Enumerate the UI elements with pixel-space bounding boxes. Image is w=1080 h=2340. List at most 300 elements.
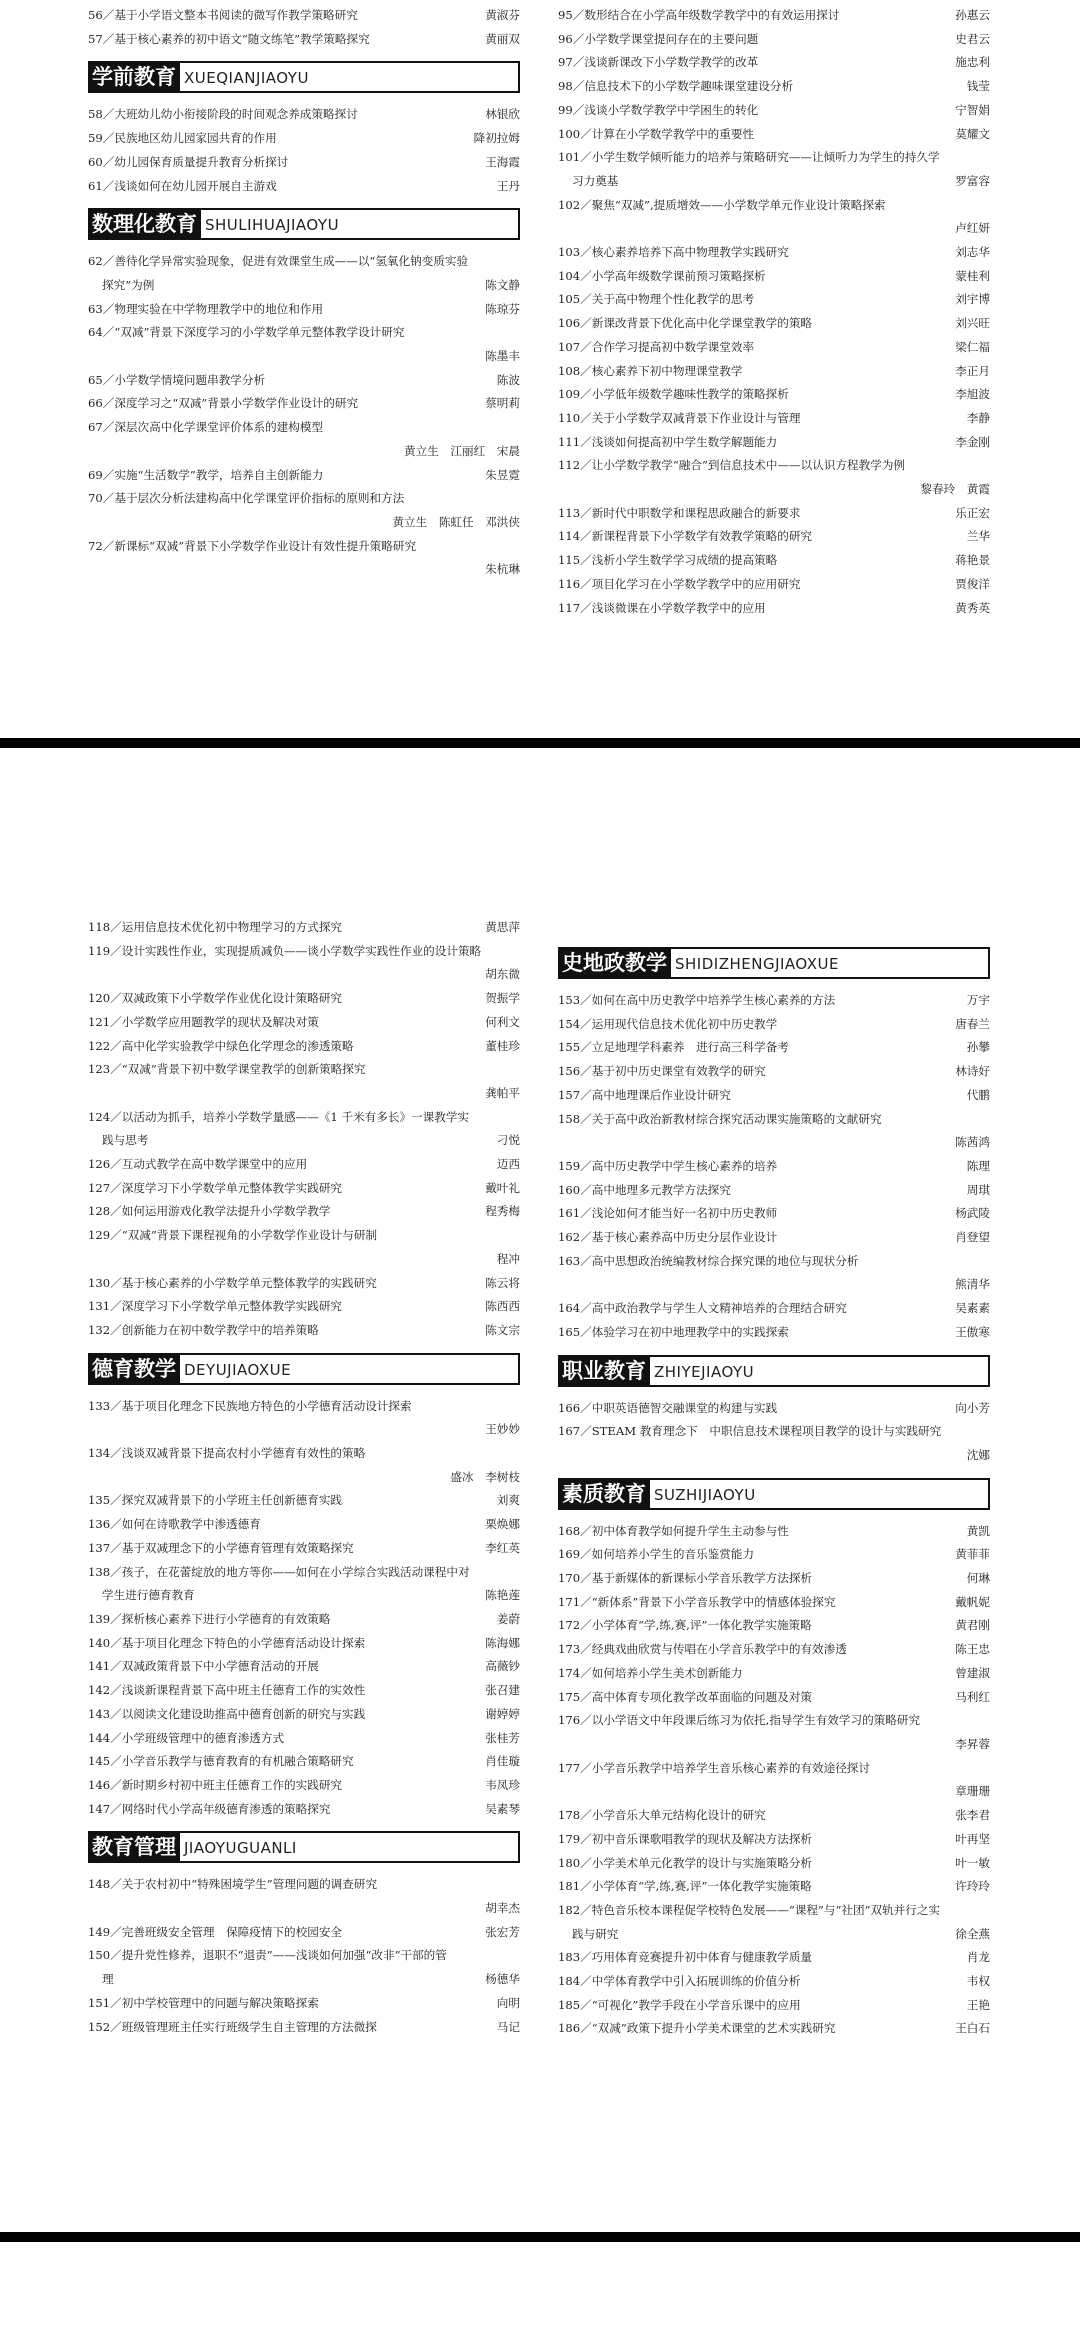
toc-entry [88,1774,520,1798]
entry-title: 128／如何运用游戏化教学法提升小学数学教学 [88,1204,331,1219]
toc-entry [88,103,520,127]
entry-author: 刘兴旺 [955,316,990,331]
entry-author: 梁仁福 [955,339,990,354]
toc-entry [558,431,990,455]
entry-author: 王白石 [955,2021,990,2036]
entry-title: 115／浅析小学生数学学习成绩的提高策略 [558,553,778,568]
entry-author: 蔡明莉 [485,396,520,411]
toc-entry [88,392,520,416]
entry-author: 胡东微 [485,967,520,982]
entry-author: 杨武陵 [955,1206,990,1221]
entry-title: 62／善待化学异常实验现象，促进有效课堂生成——以“氢氧化钠变质实验 [88,254,469,269]
entry-title: 66／深度学习之“双减”背景小学数学作业设计的研究 [88,396,359,411]
entry-author: 高薇钞 [485,1659,520,1674]
toc-entry [558,336,990,360]
toc-entry [558,1520,990,1544]
entry-title: 101／小学生数学倾听能力的培养与策略研究——让倾听力为学生的持久学 [558,150,940,165]
section-header [88,1831,520,1863]
entry-author: 陈理 [966,1158,990,1173]
toc-entry [558,1852,990,1876]
page-divider [0,738,1080,748]
toc-entry [558,265,990,289]
entry-author: 韦凤珍 [485,1777,520,1792]
section-pinyin: SUZHIJIAOYU [650,1478,990,1510]
entry-continuation [558,170,990,194]
toc-entry [88,1272,520,1296]
toc-column-left [88,916,520,2039]
toc-entry [88,940,520,964]
toc-entry [558,597,990,621]
section-pinyin: SHULIHUAJIAOYU [201,208,520,240]
toc-entry [88,1442,520,1466]
entry-title: 131／深度学习下小学数学单元整体教学实践研究 [88,1299,343,1314]
toc-entry [558,28,990,52]
section-title: 职业教育 [558,1355,650,1387]
toc-entry [558,1060,990,1084]
section-pinyin: ZHIYEJIAOYU [650,1355,990,1387]
toc-entry [558,1899,990,1923]
entry-author: 马记 [496,2019,520,2034]
entry-title: 158／关于高中政治新教材综合探究活动课实施策略的文献研究 [558,1111,882,1126]
entry-title: 155／立足地理学科素养 进行高三科学备考 [558,1040,789,1055]
entry-author: 黄君刚 [955,1618,990,1633]
entry-title: 147／网络时代小学高年级德育渗透的策略探究 [88,1801,331,1816]
entry-author: 陈波 [496,372,520,387]
toc-entry [88,1106,520,1130]
entry-title: 138／孩子，在花蕾绽放的地方等你——如何在小学综合实践活动课程中对 [88,1564,470,1579]
entry-author: 刘宇博 [955,292,990,307]
toc-entry [88,1011,520,1035]
toc-column-right [558,937,990,2041]
entry-title: 181／小学体育“学,练,赛,评”一体化教学实施策略 [558,1879,812,1894]
entry-title: 143／以阅读文化建设助推高中德育创新的研究与实践 [88,1706,366,1721]
entry-author: 陈茜鸿 [955,1135,990,1150]
entry-title: 165／体验学习在初中地理教学中的实践探索 [558,1324,789,1339]
toc-entry [88,1200,520,1224]
entry-author: 李金刚 [955,434,990,449]
toc-entry [558,1155,990,1179]
section-pinyin: DEYUJIAOXUE [180,1353,520,1385]
toc-entry [88,1224,520,1248]
toc-entry [88,1395,520,1419]
entry-title: 121／小学数学应用题教学的现状及解决对策 [88,1014,319,1029]
entry-author: 戴叶礼 [485,1180,520,1195]
entry-continuation [88,274,520,298]
toc-entry [558,1994,990,2018]
entry-title: 65／小学数学情境问题串教学分析 [88,372,266,387]
entry-author: 黄立生 江丽红 宋晨 [404,443,520,458]
entry-title: 72／新课标“双减”背景下小学数学作业设计有效性提升策略研究 [88,538,417,553]
entry-title: 150／提升党性修养，退职不“退责”——浅谈如何加强“改非”干部的管 [88,1948,447,1963]
entry-author: 史君云 [955,31,990,46]
entry-author: 李静 [966,410,990,425]
entry-author: 张召建 [485,1683,520,1698]
entry-continuation [558,1923,990,1947]
entry-title: 112／让小学数学教学“融合”到信息技术中——以认识方程教学为例 [558,458,906,473]
entry-title: 123／“双减”背景下初中数学课堂教学的创新策略探究 [88,1062,366,1077]
entry-title: 践与研究 [572,1926,619,1941]
toc-entry [558,241,990,265]
entry-author: 胡幸杰 [485,1901,520,1916]
toc-entry [88,987,520,1011]
entry-author: 龚帕平 [485,1085,520,1100]
entry-author: 代鹏 [966,1087,990,1102]
section-title: 教育管理 [88,1831,180,1863]
entry-author: 栗焕娜 [485,1517,520,1532]
toc-entry [558,1875,990,1899]
blank-area [0,2242,1080,2340]
toc-entry [88,369,520,393]
entry-author: 章珊珊 [955,1784,990,1799]
entry-title: 140／基于项目化理念下特色的小学德育活动设计探索 [88,1635,366,1650]
entry-title: 141／双减政策背景下中小学德育活动的开展 [88,1659,319,1674]
toc-page-1 [0,0,1080,738]
toc-entry [558,502,990,526]
entry-title: 151／初中学校管理中的问题与解决策略探索 [88,1995,319,2010]
entry-author: 王艳 [966,1997,990,2012]
toc-entry [88,1944,520,1968]
toc-entry [558,1036,990,1060]
entry-continuation [88,1584,520,1608]
entry-title: 102／聚焦“双减”,提质增效——小学数学单元作业设计策略探索 [558,197,886,212]
entry-title: 163／高中思想政治统编教材综合探究课的地位与现状分析 [558,1253,859,1268]
entry-title: 133／基于项目化理念下民族地方特色的小学德育活动设计探索 [88,1398,412,1413]
entry-title: 160／高中地理多元教学方法探究 [558,1182,731,1197]
entry-author: 董桂珍 [485,1038,520,1053]
entry-author: 张桂芳 [485,1730,520,1745]
toc-entry [88,1921,520,1945]
entry-title: 172／小学体育“学,练,赛,评”一体化教学实施策略 [558,1618,812,1633]
entry-author: 叶一敏 [955,1855,990,1870]
entry-author: 沈娜 [966,1447,990,1462]
toc-entry [558,2017,990,2041]
toc-entry [88,916,520,940]
entry-author: 黄思萍 [485,920,520,934]
entry-title: 134／浅谈双减背景下提高农村小学德育有效性的策略 [88,1446,366,1461]
entry-author: 迈西 [496,1157,520,1172]
entry-title: 111／浅谈如何提高初中学生数学解题能力 [558,434,778,449]
toc-entry [558,1946,990,1970]
toc-entry [88,1992,520,2016]
entry-title: 182／特色音乐校本课程促学校特色发展——“课程”与“社团”双轨并行之实 [558,1902,941,1917]
toc-entry [88,1537,520,1561]
toc-entry [558,1567,990,1591]
entry-title: 127／深度学习下小学数学单元整体教学实践研究 [88,1180,343,1195]
entry-author: 陈云将 [485,1275,520,1290]
toc-entry [558,1757,990,1781]
entry-title: 习力奠基 [572,173,619,188]
entry-author: 程冲 [496,1251,520,1266]
entry-author: 黄丽双 [485,31,520,46]
toc-entry [558,1709,990,1733]
entry-author: 谢婷婷 [485,1706,520,1721]
entry-title: 56／基于小学语文整本书阅读的微写作教学策略研究 [88,8,358,22]
toc-entry [558,312,990,336]
section-title: 德育教学 [88,1353,180,1385]
entry-title: 122／高中化学实验教学中绿色化学理念的渗透策略 [88,1038,354,1053]
entry-author: 杨德华 [485,1972,520,1987]
entry-title: 105／关于高中物理个性化教学的思考 [558,292,755,307]
entry-title: 159／高中历史教学中学生核心素养的培养 [558,1158,778,1173]
entry-title: 184／中学体育教学中引入拓展训练的价值分析 [558,1974,801,1989]
entry-title: 145／小学音乐教学与德育教育的有机融合策略研究 [88,1754,354,1769]
toc-entry [88,127,520,151]
entry-title: 154／运用现代信息技术优化初中历史教学 [558,1016,778,1031]
section-pinyin: XUEQIANJIAOYU [180,61,520,93]
entry-author: 孙攀 [966,1040,990,1055]
toc-entry [88,2016,520,2040]
toc-entry [558,146,990,170]
entry-author: 王妙妙 [485,1422,520,1437]
entry-title: 170／基于新媒体的新课标小学音乐教学方法探析 [558,1571,813,1586]
entry-title: 113／新时代中职数学和课程思政融合的新要求 [558,505,801,520]
entry-title: 186／“双减”政策下提升小学美术课堂的艺术实践研究 [558,2021,836,2036]
entry-author: 黎春玲 黄霞 [920,482,990,497]
entry-author: 黄淑芬 [485,8,520,22]
entry-author: 吴素琴 [485,1801,520,1816]
entry-author: 卢红妍 [955,221,990,236]
toc-entry [558,407,990,431]
toc-entry [88,175,520,199]
section-title: 史地政教学 [558,947,671,979]
toc-entry [88,4,520,28]
entry-author: 肖佳璇 [485,1754,520,1769]
section-pinyin: JIAOYUGUANLI [180,1831,520,1863]
entry-author: 黄秀英 [955,600,990,615]
page-divider [0,2232,1080,2242]
entry-title: 107／合作学习提高初中数学课堂效率 [558,339,755,354]
entry-author: 陈海娜 [485,1635,520,1650]
toc-entry [558,1321,990,1345]
entry-title: 64／“双减”背景下深度学习的小学数学单元整体教学设计研究 [88,325,405,340]
entry-author: 李正月 [955,363,990,378]
section-title: 数理化教育 [88,208,201,240]
toc-entry [558,1297,990,1321]
entry-title: 148／关于农村初中“特殊困境学生”管理问题的调查研究 [88,1877,378,1892]
entry-author: 万宇 [966,993,990,1007]
entry-author: 黄凯 [966,1523,990,1538]
toc-entry [88,151,520,175]
entry-title: 135／探究双减背景下的小学班主任创新德育实践 [88,1493,343,1508]
toc-entry [88,1295,520,1319]
entry-author: 陈文静 [485,277,520,292]
toc-page-2 [0,754,1080,2232]
entry-title: 126／互动式教学在高中数学课堂中的应用 [88,1157,308,1172]
entry-title: 137／基于双减理念下的小学德育管理有效策略探究 [88,1540,354,1555]
entry-title: 168／初中体育教学如何提升学生主动参与性 [558,1523,789,1538]
toc-entry [558,99,990,123]
entry-author: 肖登望 [955,1230,990,1245]
entry-author: 曾建淑 [955,1665,990,1680]
entry-title: 学生进行德育教育 [102,1588,195,1603]
entry-author: 盛冰 李树枝 [450,1469,520,1484]
entry-title: 98／信息技术下的小学数学趣味课堂建设分析 [558,79,794,94]
toc-entry [88,1561,520,1585]
entry-author: 陈西西 [485,1299,520,1314]
entry-author: 孙惠云 [955,8,990,22]
entry-author: 黄立生 陈虹任 邓洪侠 [392,514,520,529]
toc-entry [88,1679,520,1703]
section-header [88,208,520,240]
toc-entry [558,1638,990,1662]
section-pinyin: SHIDIZHENGJIAOXUE [671,947,990,979]
entry-author: 刘爽 [496,1493,520,1508]
entry-title: 117／浅谈微课在小学数学教学中的应用 [558,600,766,615]
entry-author: 林诗好 [955,1064,990,1079]
toc-entry [88,1750,520,1774]
entry-title: 169／如何培养小学生的音乐鉴赏能力 [558,1547,755,1562]
toc-entry [88,1319,520,1343]
entry-author: 王傲寒 [955,1324,990,1339]
toc-entry [88,250,520,274]
entry-title: 179／初中音乐课歌唱教学的现状及解决方法探析 [558,1831,813,1846]
section-header [88,61,520,93]
toc-entry [88,1655,520,1679]
section-title: 学前教育 [88,61,180,93]
entry-title: 116／项目化学习在小学数学教学中的应用研究 [558,576,801,591]
toc-entry [88,1703,520,1727]
entry-author: 蒋艳景 [955,553,990,568]
entry-author: 王海霞 [485,154,520,169]
entry-author: 陈艳莲 [485,1588,520,1603]
toc-entry [558,989,990,1013]
entry-author: 贾俊洋 [955,576,990,591]
toc-column-right [558,4,990,620]
entry-author: 刁悦 [496,1133,520,1148]
toc-entry [88,1035,520,1059]
entry-title: 69／实施“生活数学”教学，培养自主创新能力 [88,467,324,482]
entry-title: 109／小学低年级数学趣味性教学的策略探析 [558,387,789,402]
entry-author: 戴帆妮 [955,1594,990,1609]
entry-title: 164／高中政治教学与学生人文精神培养的合理结合研究 [558,1301,847,1316]
toc-entry [88,1798,520,1822]
toc-entry [558,383,990,407]
entry-title: 146／新时期乡村初中班主任德育工作的实践研究 [88,1777,343,1792]
toc-entry [558,1614,990,1638]
toc-entry [558,1591,990,1615]
entry-title: 100／计算在小学数学教学中的重要性 [558,126,755,141]
section-header [558,947,990,979]
entry-title: 162／基于核心素养高中历史分层作业设计 [558,1230,778,1245]
toc-entry [558,288,990,312]
entry-author: 陈文宗 [485,1322,520,1337]
entry-author: 施忠利 [955,55,990,70]
entry-title: 185／“可视化”教学手段在小学音乐课中的应用 [558,1997,801,2012]
entry-author: 向小芳 [955,1400,990,1415]
entry-author: 降初拉姆 [473,131,520,146]
toc-entry [558,1226,990,1250]
toc-entry [558,549,990,573]
toc-entry [558,51,990,75]
entry-author: 黄菲菲 [955,1547,990,1562]
entry-title: 58／大班幼儿幼小衔接阶段的时间观念养成策略探讨 [88,107,358,122]
entry-author: 程秀梅 [485,1204,520,1219]
entry-author: 乐正宏 [955,505,990,520]
entry-author: 李红英 [485,1540,520,1555]
entry-title: 120／双减政策下小学数学作业优化设计策略研究 [88,991,343,1006]
entry-title: 践与思考 [102,1133,149,1148]
toc-entry [558,1013,990,1037]
entry-author: 张宏芳 [485,1924,520,1939]
entry-title: 97／浅谈新课改下小学数学教学的改革 [558,55,759,70]
entry-title: 178／小学音乐大单元结构化设计的研究 [558,1808,766,1823]
entry-title: 119／设计实践性作业，实现提质减负——谈小学数学实践性作业的设计策略 [88,943,482,958]
entry-title: 176／以小学语文中年段课后练习为依托,指导学生有效学习的策略研究 [558,1713,921,1728]
section-header [558,1355,990,1387]
toc-entry [88,1177,520,1201]
toc-entry [558,1202,990,1226]
entry-author: 朱昱霓 [485,467,520,482]
entry-author: 姜蔚 [496,1611,520,1626]
entry-title: 166／中职英语德智交融课堂的构建与实践 [558,1400,778,1415]
toc-entry [88,487,520,511]
entry-title: 149／完善班级安全管理 保障疫情下的校园安全 [88,1924,343,1939]
entry-author: 王丹 [496,178,520,193]
toc-entry [558,194,990,218]
entry-author: 罗富容 [955,173,990,188]
entry-author: 何利文 [485,1014,520,1029]
entry-title: 156／基于初中历史课堂有效教学的研究 [558,1064,766,1079]
entry-author: 许玲玲 [955,1879,990,1894]
entry-title: 95／数形结合在小学高年级数学教学中的有效运用探讨 [558,8,840,22]
toc-entry [88,416,520,440]
entry-title: 96／小学数学课堂提问存在的主要问题 [558,31,759,46]
entry-author: 张李君 [955,1808,990,1823]
entry-title: 59／民族地区幼儿园家园共育的作用 [88,131,277,146]
toc-entry [88,1608,520,1632]
toc-entry [558,525,990,549]
entry-continuation [88,1968,520,1992]
entry-author: 徐全燕 [955,1926,990,1941]
entry-author: 蒙桂利 [955,268,990,283]
entry-title: 183／巧用体育竞赛提升初中体育与健康教学质量 [558,1950,813,1965]
entry-author: 莫耀文 [955,126,990,141]
toc-entry [558,573,990,597]
toc-entry [88,535,520,559]
toc-column-left [88,4,520,582]
entry-title: 探究”为例 [102,277,155,292]
entry-title: 57／基于核心素养的初中语文“随文练笔”教学策略探究 [88,31,370,46]
entry-author: 陈王忠 [955,1642,990,1657]
toc-entry [558,75,990,99]
entry-title: 152／班级管理班主任实行班级学生自主管理的方法微探 [88,2019,377,2034]
toc-entry [558,454,990,478]
toc-entry [558,1662,990,1686]
toc-entry [558,1543,990,1567]
entry-author: 唐春兰 [955,1016,990,1031]
toc-entry [88,1513,520,1537]
toc-entry [558,1804,990,1828]
toc-entry [558,1420,990,1444]
toc-entry [88,1873,520,1897]
entry-title: 110／关于小学数学双减背景下作业设计与管理 [558,410,801,425]
entry-title: 132／创新能力在初中数学教学中的培养策略 [88,1322,319,1337]
entry-title: 99／浅谈小学数学教学中学困生的转化 [558,102,759,117]
toc-entry [558,1970,990,1994]
entry-author: 周琪 [966,1182,990,1197]
toc-entry [558,1828,990,1852]
entry-author: 刘志华 [955,245,990,260]
section-header [88,1353,520,1385]
entry-title: 175／高中体育专项化教学改革面临的问题及对策 [558,1689,813,1704]
entry-title: 142／浅谈新课程背景下高中班主任德育工作的实效性 [88,1683,366,1698]
entry-title: 161／浅论如何才能当好一名初中历史教师 [558,1206,778,1221]
entry-title: 130／基于核心素养的小学数学单元整体教学的实践研究 [88,1275,377,1290]
toc-entry [558,4,990,28]
entry-title: 180／小学美术单元化教学的设计与实施策略分析 [558,1855,813,1870]
entry-title: 理 [102,1972,114,1987]
entry-title: 173／经典戏曲欣赏与传唱在小学音乐教学中的有效渗透 [558,1642,847,1657]
